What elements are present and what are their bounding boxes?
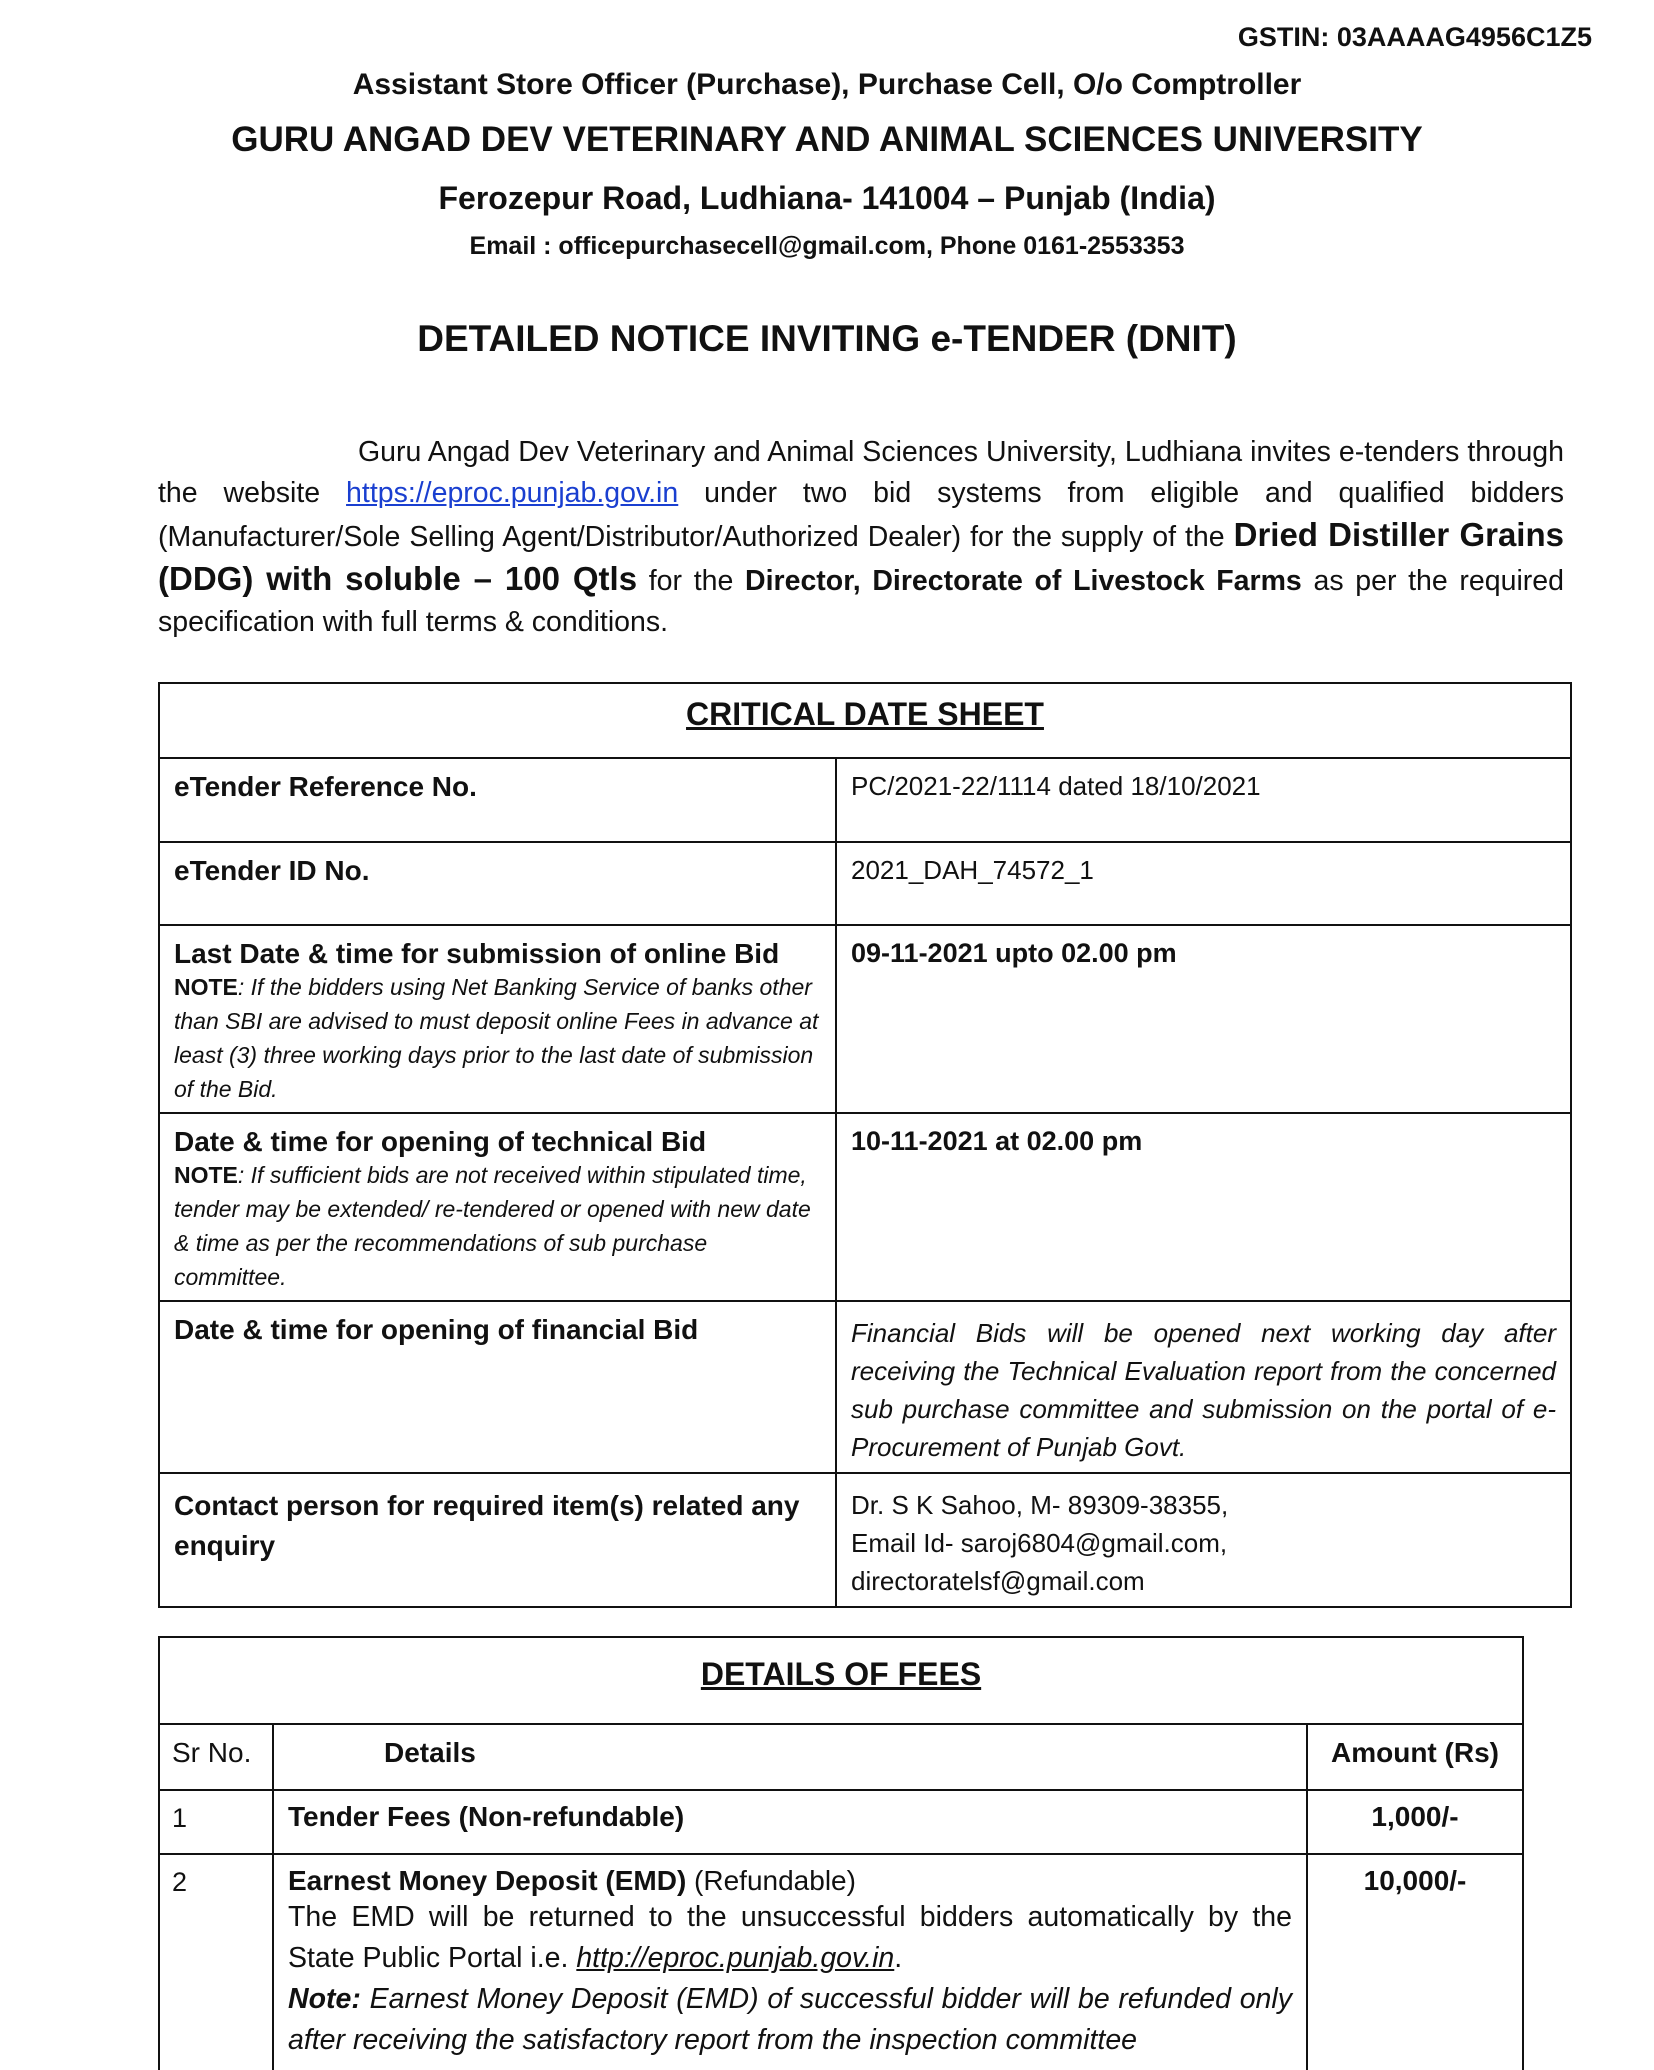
eproc-link[interactable]: https://eproc.punjab.gov.in xyxy=(346,477,679,509)
gstin-number: GSTIN: 03AAAAG4956C1Z5 xyxy=(1237,22,1592,52)
fee-sr: 1 xyxy=(159,1790,273,1854)
technical-bid-opening: 10-11-2021 at 02.00 pm xyxy=(836,1113,1571,1301)
contact-line: Email : officepurchasecell@gmail.com, Phone 0161-2553353 xyxy=(469,232,1185,260)
fee-title-suffix: (Refundable) xyxy=(686,1865,856,1896)
fee-title: Tender Fees (Non-refundable) xyxy=(273,1790,1307,1854)
col-details: Details xyxy=(273,1724,1307,1790)
fee-details xyxy=(273,1854,1307,2070)
reference-number: PC/2021-22/1114 dated 18/10/2021 xyxy=(836,758,1571,842)
university-name: GURU ANGAD DEV VETERINARY AND ANIMAL SCIENCES UNIVERSITY xyxy=(231,120,1423,159)
intro-paragraph xyxy=(158,432,1564,643)
intro-text: under two bid systems from eligible and qualified bidders (Manufacturer/Sole Selling Agent/Distributor/Authorized Dealer) for the supply of the xyxy=(158,477,1564,553)
table-row xyxy=(159,1473,1571,1607)
fee-sr: 2 xyxy=(159,1854,273,2070)
row-label-cell xyxy=(159,1113,836,1301)
fee-title: Earnest Money Deposit (EMD) xyxy=(288,1865,687,1896)
row-label: Date & time for opening of financial Bid xyxy=(159,1301,836,1473)
table-row xyxy=(159,758,1571,842)
university-address: Ferozepur Road, Ludhiana- 141004 – Punjab (India) xyxy=(438,180,1216,216)
tender-id: 2021_DAH_74572_1 xyxy=(836,842,1571,925)
fee-amount: 10,000/- xyxy=(1307,1854,1523,2070)
row-label: eTender ID No. xyxy=(159,842,836,925)
row-label: Last Date & time for submission of online Bid xyxy=(174,938,780,969)
intro-text: as per the required specification with full terms & conditions. xyxy=(158,565,1564,638)
fees-heading: DETAILS OF FEES xyxy=(159,1637,1523,1724)
row-label: Date & time for opening of technical Bid xyxy=(174,1126,707,1157)
row-label: Contact person for required item(s) related any enquiry xyxy=(159,1473,836,1607)
fee-amount: 1,000/- xyxy=(1307,1790,1523,1854)
director-name: Director, Directorate of Livestock Farms xyxy=(745,565,1302,597)
submission-deadline: 09-11-2021 upto 02.00 pm xyxy=(836,925,1571,1113)
row-note: NOTE: If the bidders using Net Banking Service of banks other than SBI are advised to must deposit online Fees in advance at least (3) three working days prior to the last date of submission of the Bid. xyxy=(174,974,819,1102)
contact-line: Dr. S K Sahoo, M- 89309-38355, xyxy=(851,1490,1229,1520)
financial-bid-opening: Financial Bids will be opened next working day after receiving the Technical Evaluation report from the concerned sub purchase committee and submission on the portal of e-Procurement of Punjab Govt. xyxy=(836,1301,1571,1473)
intro-text: Guru Angad Dev Veterinary and Animal Sciences University, Ludhiana invites e-tenders through the website xyxy=(158,436,1564,509)
col-amount: Amount (Rs) xyxy=(1307,1724,1523,1790)
col-sr: Sr No. xyxy=(159,1724,273,1790)
row-label: eTender Reference No. xyxy=(159,758,836,842)
fees-table xyxy=(158,1636,1524,2070)
fee-description: The EMD will be returned to the unsuccessful bidders automatically by the State Public Portal i.e. http://eproc.punjab.gov.in. Note: Earnest Money Deposit (EMD) of successful bidder will be refunded only after receiving the satisfactory report from the inspection committee xyxy=(288,1901,1292,2056)
table-row xyxy=(159,842,1571,925)
contact-person xyxy=(836,1473,1571,1607)
table-row xyxy=(159,1113,1571,1301)
row-label-cell xyxy=(159,925,836,1113)
intro-text: for the xyxy=(637,565,746,597)
office-name: Assistant Store Officer (Purchase), Purchase Cell, O/o Comptroller xyxy=(352,68,1302,101)
table-row xyxy=(159,1301,1571,1473)
critical-date-sheet-table xyxy=(158,682,1572,1608)
table-row xyxy=(159,1854,1523,2070)
fees-column-headers xyxy=(159,1724,1523,1790)
table-row xyxy=(159,1790,1523,1854)
row-note: NOTE: If sufficient bids are not received within stipulated time, tender may be extended/ re-tendered or opened with new date & time as per the recommendations of sub purchase committee. xyxy=(174,1162,811,1290)
critical-date-sheet-heading: CRITICAL DATE SHEET xyxy=(159,683,1571,758)
table-row xyxy=(159,925,1571,1113)
contact-email: Email Id- saroj6804@gmail.com, xyxy=(851,1528,1228,1558)
page-title: DETAILED NOTICE INVITING e-TENDER (DNIT) xyxy=(417,318,1237,359)
contact-email: directoratelsf@gmail.com xyxy=(851,1566,1145,1596)
eproc-link[interactable]: http://eproc.punjab.gov.in xyxy=(576,1942,895,1974)
tender-item: Dried Distiller Grains (DDG) with soluble – 100 Qtls xyxy=(158,516,1564,597)
